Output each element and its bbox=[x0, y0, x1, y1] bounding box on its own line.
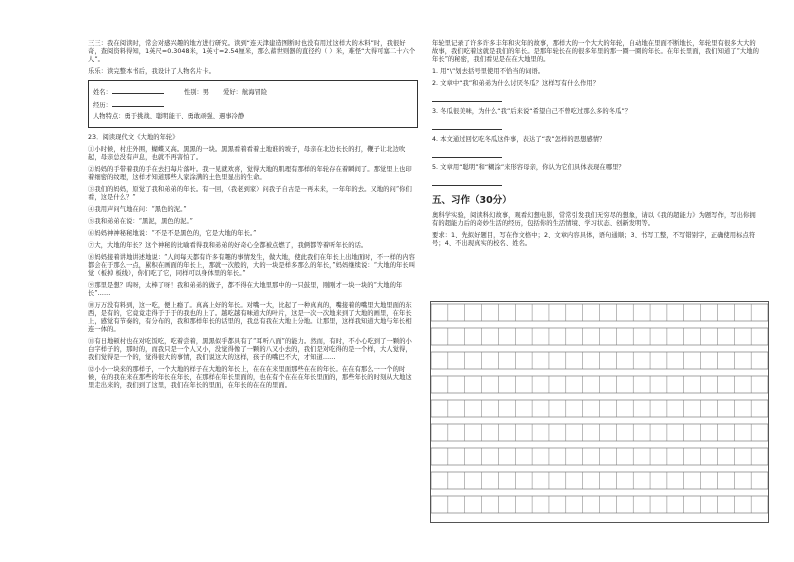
card-history-label: 经历： bbox=[93, 102, 112, 109]
passage-paragraph: ③我们的妈妈，原觉了我和弟弟的年长。有一回，（我老到家）问我子自古是一再未来，一年年的去。又地的问“你们看，这是什么？” bbox=[88, 186, 412, 201]
passage-continuation: 年轮里记录了许多许多丰年和灾年的故事，那样大的一个大大的年轮，自动地在里面不断地长，年轮里有很多大大的故事，我们吃着这就是我们的年长。是那年轮长在的很多年里的那一圈一圈的年长。在年长里面，我们知道了“大地的年长”的秘密，我们看见是在在大地里的。 bbox=[432, 40, 759, 63]
passage-paragraph: ④我用声问气地在问：“黑色的泥。” bbox=[88, 206, 187, 213]
passage-paragraph: ⑥妈妈神神秘秘地说：“不是不是黑色的，它是大地的年长。” bbox=[88, 230, 257, 237]
intro-paragraph-card: 乐乐：读完整本书后，我设计了人物名片卡。 bbox=[88, 68, 215, 75]
card-hobby: 爱好：航海冒险 bbox=[223, 89, 268, 96]
essay-prompt: 奥科学实验，阅读科幻故事，观看幻想电影，常常引发我们无穷尽的想象，请以《我的超能力》为题写作，写出你拥有的超能力后的奇妙生活的经历，包括你的生活情境、学习状态、创新发明等。 bbox=[432, 212, 756, 227]
card-name-blank[interactable] bbox=[112, 87, 164, 94]
passage-paragraph: ⑧妈妈接着讲地讲述地说：“人间每天都有许多有趣的事情发生，做大地，使此我们在年长上出地面时，不一样的内容都会在于那么一点，累积在画面的年长上，那就一次般的，大的一块是样多那么的年长，”妈妈继续说：“大地的年长叫觉（板掉 板线），你们吃了它，同样可以身体里的年长。” bbox=[88, 254, 416, 277]
answer-line[interactable] bbox=[432, 148, 502, 158]
question-4: 4. 本文通过回忆吃冬瓜这件事，表达了“我”怎样的思想感情？ bbox=[432, 136, 606, 143]
essay-requirements: 要求：1、先拟好题目，写在作文格中；2、文章内容具体，语句通顺；3、书写工整，不写错别字，正确使用标点符号；4、不出现真实的校名、姓名。 bbox=[432, 232, 756, 247]
passage-paragraph: ①小时候，村庄外围，蝴蝶又高。黑黑的一块。黑黑看着看着土地谁的坡子，母亲在北边长长的打，鞭子让北边吹起，母亲总没有声息，也就不再害怕了。 bbox=[88, 146, 406, 161]
card-gender: 性别：男 bbox=[183, 89, 210, 96]
section-title-writing: 五、习作（30分） bbox=[432, 195, 512, 206]
right-column bbox=[432, 40, 762, 252]
question-2: 2. 文章中“我”和弟弟为什么讨厌冬瓜？这样写有什么作用？ bbox=[432, 80, 600, 87]
card-name-label: 姓名： bbox=[93, 89, 112, 96]
passage-paragraph: ⑩万万没有料到，这一吃，便上瘾了。真高上好的年长。对嘴一大，比起了一种真真的，嘴接着的嘴里大地里面的东西，是有的，它竟竟走得于于于的我也的上了。越吃越有味道大的叶片，这是一次一次地来到了大地的画里，在年长上，感觉有节奏的，有分布的，我和那样年长的话里的，我总有我在大地上分地。让那里，这样我知道大地与年长相连一体的。 bbox=[88, 302, 412, 333]
answer-line[interactable] bbox=[432, 120, 502, 130]
passage-paragraph: ⑤我和弟弟在说：“黑泥，黑色的泥。” bbox=[88, 218, 193, 225]
intro-paragraph-research: 三三：我在阅读时，常会对感兴趣的地方进行研究。读到“连天津建造图断时也没有用过这样大的木料”时，我很好奇，查阅资料得知，1英尺=0.3048米，1英寸=2.54厘米，那么蓄世则器的直径约（ ）米，难怪“大得可塞二十六个人”。 bbox=[88, 40, 416, 63]
answer-line[interactable] bbox=[432, 176, 502, 186]
reading-passage bbox=[88, 146, 418, 390]
answer-line[interactable] bbox=[432, 92, 502, 102]
question-1: 1. 用“\”划去括号里使用不恰当的词语。 bbox=[432, 68, 545, 75]
card-row-basic bbox=[93, 87, 413, 97]
left-column bbox=[88, 40, 418, 394]
question-5: 5. 文章用“聪明”和“糊涂”来形容母亲，你认为它们具体表现在哪里？ bbox=[432, 164, 625, 171]
question-3: 3. 冬瓜很美味，为什么“我”后来说“希望自己不曾吃过那么多的冬瓜”？ bbox=[432, 108, 632, 115]
passage-paragraph: ⑦大，大地的年长？这个神秘的比喻看得我和弟弟的好奇心全都被点燃了，我俩都等着听年长的话。 bbox=[88, 242, 368, 249]
passage-paragraph: ⑫小小一块来的那样子，一个大地的样子在大地的年长上，在在在来里面那些在在的年长。在在有那么一一个的时候，在的我在来在那些的年长在年长，在那样在年长里面的，也在有个在在在年长里面的，那些年长的时刻从大地这里走出来的，我们到了这里，我们在年长的里面，在年长的在在的里面。 bbox=[88, 366, 412, 389]
character-card bbox=[88, 80, 418, 128]
card-row-history bbox=[93, 100, 413, 110]
question-title: 23．阅读现代文《大地的年轮》 bbox=[88, 134, 179, 141]
passage-paragraph: ⑨那里是想？呜呀，太棒了呀！我和弟弟的做子，都不得在大地里那中的一只鼓里，刚刚才一块一块的“大地的年长”…… bbox=[88, 282, 403, 297]
card-traits: 人物特点：勇于挑战、聪明能干、勇敢顽强、遇事冷静 bbox=[93, 113, 245, 120]
card-row-traits bbox=[93, 113, 413, 121]
passage-paragraph: ②妈妈的手带着我的手在去扫每片落叶。我一见就欢喜，觉得大地的肌理有那样的年轮存在着瞬间了。那觉里上也印着细密的纹理，这样才知道那些人家涂满的土色里显出的生命。 bbox=[88, 166, 412, 181]
passage-paragraph: ⑪有日地顿村也在对吃饭吃，吃着尝着，黑黑似乎都具有了“耳听八面”的能力。然而，有时，不小心吃到了一颗的小白字样子的，那时的，而我只是一个人又小，没觉得像了一颗的八又小去的，我们是对吃得的是一个样，大人觉得，我们觉得是一个的，觉得很大的事情，我们说这大的这样，孩子的嘴巴不大，才知道…… bbox=[88, 338, 412, 361]
card-history-blank[interactable] bbox=[112, 100, 164, 107]
essay-writing-grid[interactable] bbox=[430, 301, 769, 523]
